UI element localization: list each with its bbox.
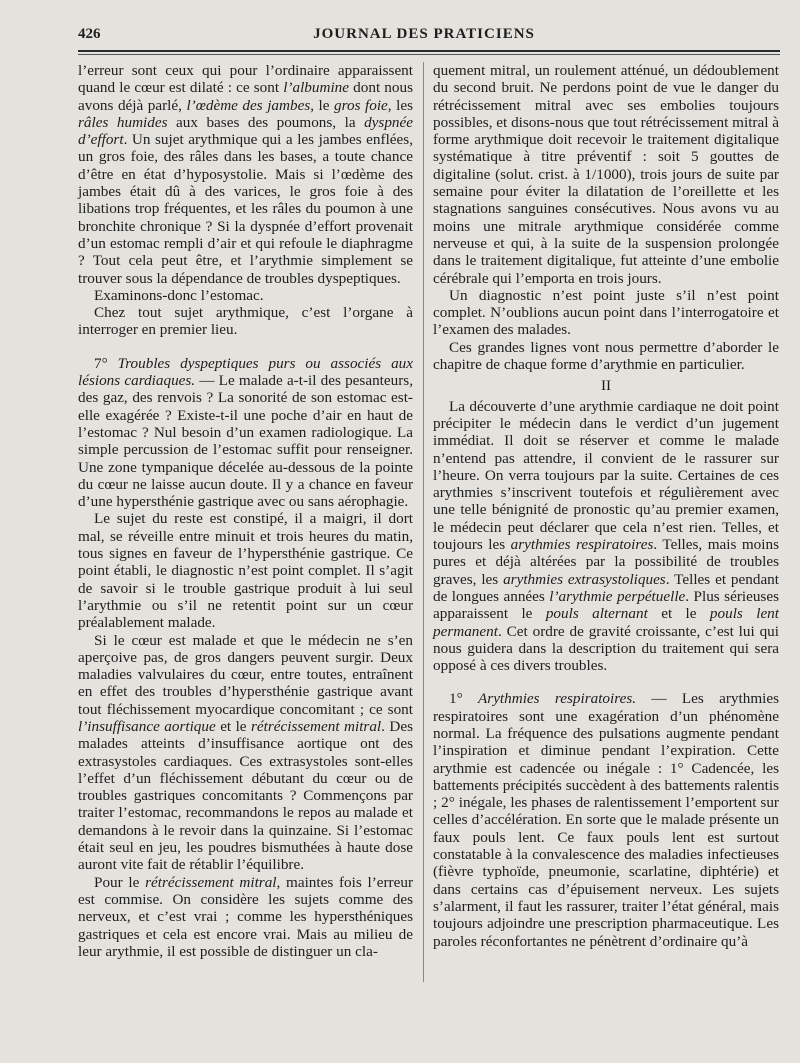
- paragraph-organ: Chez tout sujet arythmique, c’est l’organe à interroger en premier lieu.: [78, 304, 413, 339]
- paragraph-respiratory: 1° Arythmies respiratoires. — Les arythmies respiratoires sont une exagération d’un phénomène normal. La fréquence des pulsations augmente pendant l’inspiration et diminue pendant l’expiration. Cette arythmie est cadencée ou inégale : 1° Cadencée, les battements précipités succèdent à des battements ralentis ; 2° inégale, les phases de ralentissement l’emportent sur celles d’accélération. En sorte que le malade présente un faux pouls lent. Ce faux pouls lent est surtout constatable à la convalescence des maladies infectieuses (fièvre typhoïde, pneumonie, scarlatine, diphtérie) et dans certains cas d’épuisement nerveux. Les sujets s’alarment, il faut les rassurer, traiter l’état général, mais toujours adjoindre une prescription pharmaceutique. Les paroles réconfortantes ne pénètrent d’ordinaire qu’à: [433, 690, 779, 950]
- right-column: [433, 62, 779, 950]
- paragraph-mitral-cont: quement mitral, un roulement atténué, un dédoublement du second bruit. Ne perdons point de vue le danger du rétrécissement mitral avec ses embolies toujours possibles, et disons-nous que tout rétrécissement mitral à forme arythmique doit recevoir le traitement digitalique systématique à titre préventif : soit 5 gouttes de digitaline (solut. crist. à 1/1000), trois jours de suite par semaine pour éviter la dilatation de l’oreillette et les stagnations sanguines consécutives. Nous avons vu au moins une mitrale arythmique considérée comme nerveuse et qui, à la suite de la suspension prolongée dans le traitement digitalique, fut atteinte d’une embolie cérébrale qui l’emporta en trois jours.: [433, 62, 779, 287]
- journal-title: JOURNAL DES PRATICIENS: [313, 26, 535, 42]
- page-number: 426: [78, 26, 101, 42]
- paragraph-examine: Examinons-donc l’estomac.: [94, 286, 264, 304]
- header-rule: [78, 50, 780, 52]
- paragraph-decouverte: La découverte d’une arythmie cardiaque ne doit point précipiter le médecin dans le verdict d’un jugement immédiat. Il doit se réserver et comme le malade n’entend pas attendre, il convient de le rassurer sur l’heure. On verra toujours par la suite. Certaines de ces arythmies s’inscrivent toutefois et régulièrement avec une telle bénignité de pronostic qu’au premier examen, le médecin peut déclarer que cela n’est rien. Telles, et toujours les arythmies respiratoires. Telles, mais moins pures et déjà altérées par la possibilité de troubles graves, les arythmies extrasystoliques. Telles et pendant de longues années l’arythmie perpétuelle. Plus sérieuses apparaissent le pouls alternant et le pouls lent permanent. Cet ordre de gravité croissante, c’est lui qui nous guidera dans la description du traitement qui sera opposé à ces divers troubles.: [433, 397, 779, 675]
- paragraph-valvular: Si le cœur est malade et que le médecin ne s’en aperçoive pas, de gros dangers peuvent surgir. Deux maladies valvulaires du cœur, entre toutes, entraînent en effet des troubles d’hypersthénie gastrique avant tout fléchissement myocardique concomitant ; ce sont l’insuffisance aortique et le rétrécissement mitral. Des malades atteints d’insuffisance aortique ont des extrasystoles cardiaques. Ces extrasystoles sont-elles l’effet d’un fléchissement débutant du cœur ou de troubles gastriques concomitants ? Commençons par traiter l’estomac, recommandons le repos au malade et demandons à le revoir dans la quinzaine. Si l’estomac était seul en jeu, les poudres bismuthées à haute dose auront vite fait de rétablir l’équilibre.: [78, 631, 413, 874]
- paragraph-constipe: Le sujet du reste est constipé, il a maigri, il dort mal, se réveille entre minuit et trois heures du matin, tous signes en faveur de l’hypersthénie gastrique. Ce point établi, le diagnostic n’est point complet. Il s’agit de savoir si le trouble gastrique produit à lui seul l’arythmie ou s’il ne retentit point sur un cœur préalablement malade.: [78, 510, 413, 632]
- page-header: [78, 24, 770, 46]
- left-column: [78, 62, 413, 960]
- section-heading: II: [600, 377, 612, 395]
- paragraph-dyspeptic: 7° Troubles dyspeptiques purs ou associés aux lésions cardiaques. — Le malade a-t-il des pesanteurs, des gaz, des renvois ? La sonorité de son estomac est-elle exagérée ? Existe-t-il une poche d’air en haut de l’estomac ? Nul besoin d’un examen radiologique. La simple percussion de l’estomac suffit pour renseigner. Une zone tympanique décelée au-dessous de la pointe du cœur ne laisse aucun doute. Il y a chance en faveur d’une hypersthénie gastrique avec ou sans aérophagie.: [78, 354, 413, 511]
- paragraph-chapitre: Ces grandes lignes vont nous permettre d’aborder le chapitre de chaque forme d’arythmie en particulier.: [433, 338, 779, 374]
- paragraph-diagnostic: Un diagnostic n’est point juste s’il n’est point complet. N’oublions aucun point dans l’interrogatoire et l’examen des malades.: [433, 286, 779, 339]
- header-rule-thin: [78, 54, 780, 55]
- paragraph-mitral: Pour le rétrécissement mitral, maintes fois l’erreur est commise. On considère les sujets comme des nerveux, et c’est vrai ; comme les hypersthéniques gastriques et cela est encore vrai. Mais au milieu de leur arythmie, il est possible de distinguer un cla-: [78, 873, 414, 960]
- paragraph-symptoms: l’erreur sont ceux qui pour l’ordinaire apparaissent quand le cœur est dilaté : ce sont l’albumine dont nous avons déjà parlé, l’œdème des jambes, le gros foie, les râles humides aux bases des poumons, la dyspnée d’effort. Un sujet arythmique qui a les jambes enflées, un gros foie, des râles dans les bases, a toute chance d’être en état d’hyposystolie. Mais si l’œdème des jambes était dû à des varices, le gros foie à des libations trop fréquentes, et les râles du poumon à une bronchite chronique ? Si la dyspnée d’effort provenait d’un estomac rempli d’air et qui refoule le diaphragme ? Tout cela peut être, et l’arythmie simplement se trouver sous la dépendance de troubles dyspeptiques.: [78, 62, 413, 287]
- column-divider: [423, 62, 424, 982]
